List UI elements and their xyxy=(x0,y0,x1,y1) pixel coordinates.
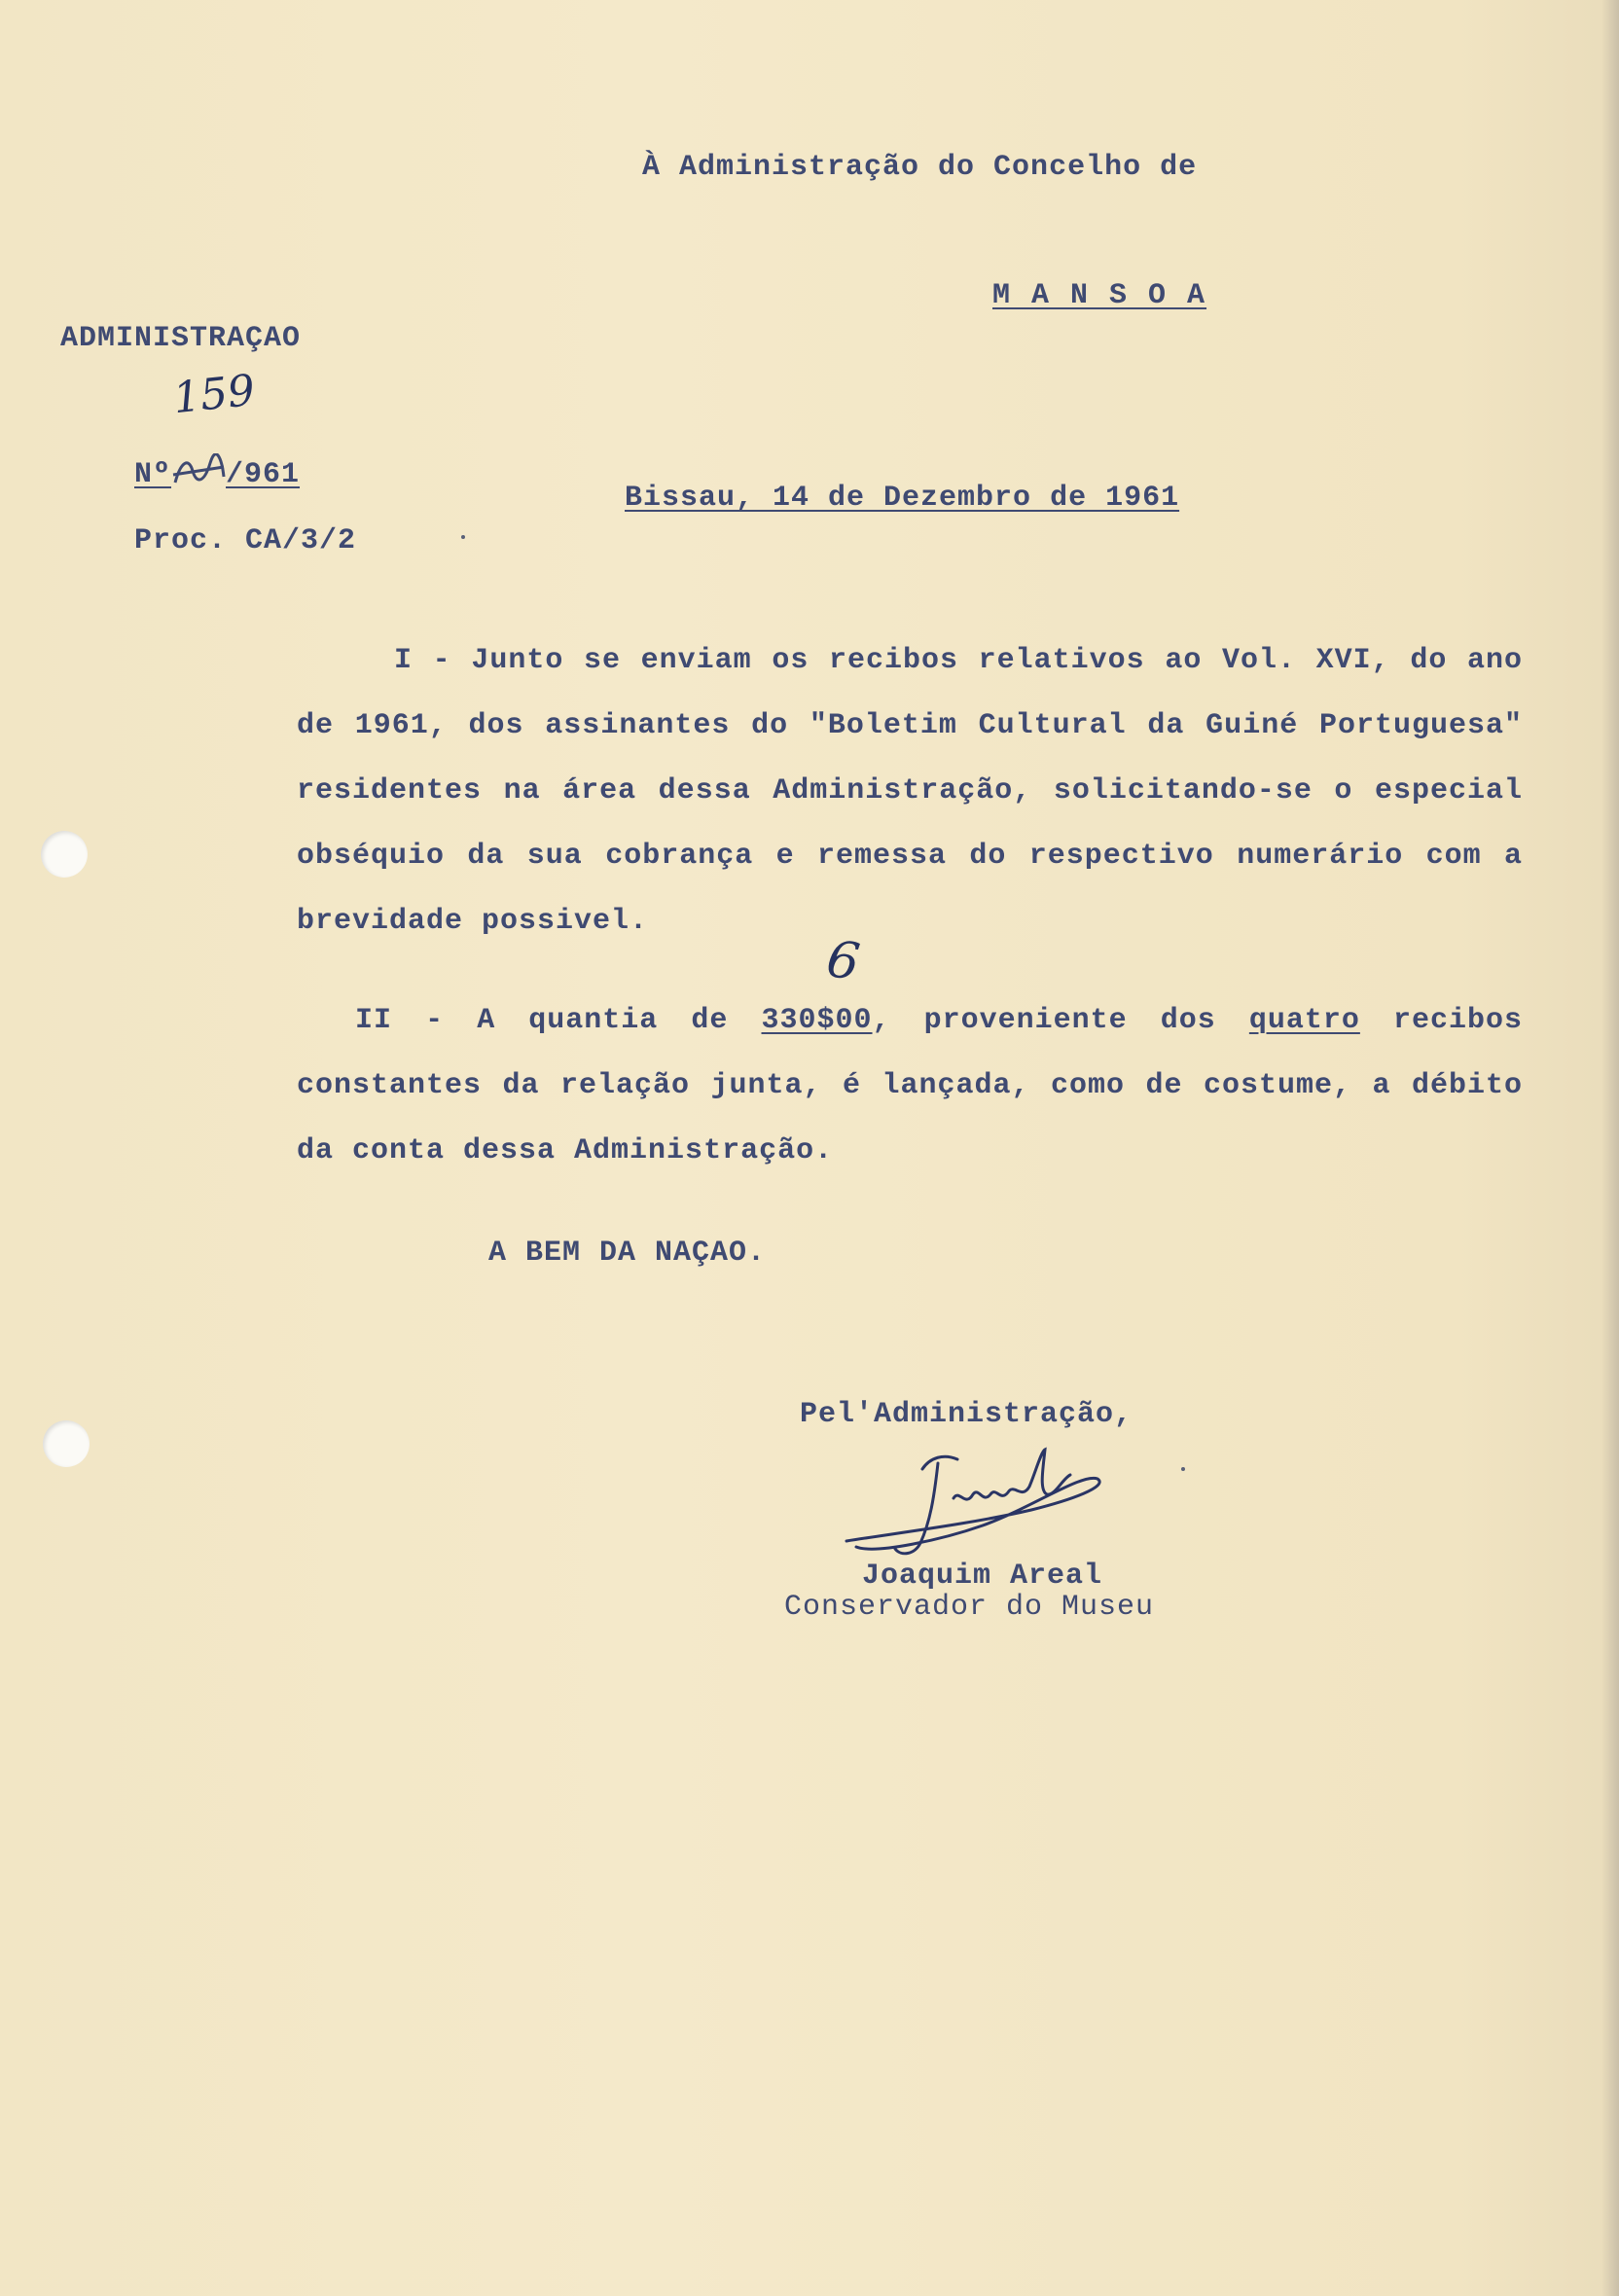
paper-edge xyxy=(1601,0,1619,2296)
paragraph-1: I - Junto se enviam os recibos relativos ao Vol. XVI, do ano de 1961, dos assinantes do "Boletim Cultural da Guiné Portuguesa" residentes na área dessa Administração, solicitando-se o especial obséquio da sua cobrança e remessa do respectivo numerário com a brevidade possivel. xyxy=(297,644,1523,938)
salutation: A BEM DA NAÇAO. xyxy=(488,1237,767,1270)
department-label: ADMINISTRAÇAO xyxy=(60,322,302,355)
signatory-name: Joaquim Areal xyxy=(862,1560,1103,1593)
ink-dot xyxy=(461,535,465,539)
paragraph-2-lead: II - A quantia de xyxy=(355,1004,762,1037)
recipient-line: À Administração do Concelho de xyxy=(642,151,1198,184)
handwritten-mark: 6 xyxy=(822,929,864,993)
paragraph-2-rest: recibos constantes da relação junta, é lançada, como de costume, a débito da conta dessa Administração. xyxy=(297,1004,1524,1167)
process-reference: Proc. CA/3/2 xyxy=(134,524,357,557)
receipt-count: quatro xyxy=(1248,1004,1360,1037)
closing-line: Pel'Administração, xyxy=(800,1398,1133,1431)
handwritten-number: 159 xyxy=(170,365,258,424)
signature-dot xyxy=(1181,1467,1185,1471)
reference-number-prefix: Nº xyxy=(134,458,172,491)
recipient-place: M A N S O A xyxy=(992,279,1207,312)
paragraph-2-mid: , proveniente dos xyxy=(872,1004,1249,1037)
paragraph-2 xyxy=(297,988,1523,1184)
struck-number-scribble xyxy=(171,453,226,488)
reference-number-year: /961 xyxy=(226,458,301,491)
punch-hole-bottom xyxy=(43,1420,90,1467)
date-line: Bissau, 14 de Dezembro de 1961 xyxy=(625,482,1180,515)
amount: 330$00 xyxy=(761,1004,873,1037)
signatory-title: Conservador do Museu xyxy=(784,1591,1155,1624)
reference-number xyxy=(134,457,300,492)
punch-hole-top xyxy=(41,831,88,878)
struck-number xyxy=(171,459,226,488)
